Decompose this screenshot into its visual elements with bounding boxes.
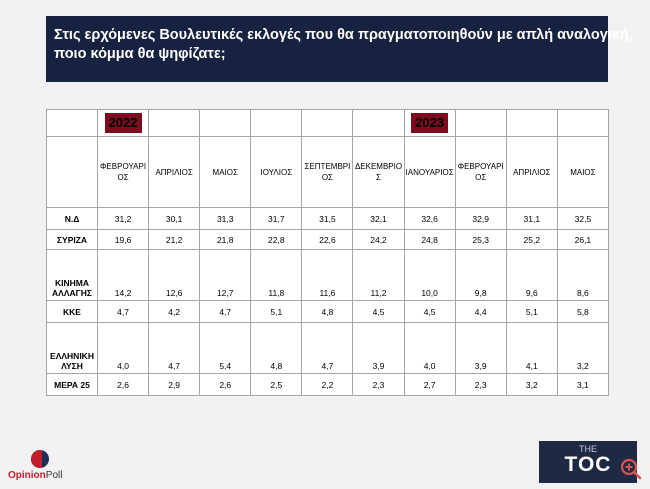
value-cell: 25,2 bbox=[506, 230, 557, 250]
table-row-kinima-allagis bbox=[47, 250, 609, 301]
value-cell: 14,2 bbox=[98, 250, 149, 301]
value-cell: 12,7 bbox=[200, 250, 251, 301]
year-cell bbox=[557, 110, 608, 137]
corner-cell bbox=[47, 110, 98, 137]
value-cell: 30,1 bbox=[149, 208, 200, 230]
month-header: ΙΟΥΛΙΟΣ bbox=[251, 137, 302, 208]
party-label: ΚΚΕ bbox=[47, 301, 98, 323]
value-cell: 11,2 bbox=[353, 250, 404, 301]
value-cell: 5,1 bbox=[506, 301, 557, 323]
value-cell: 2,6 bbox=[200, 374, 251, 396]
value-cell: 4,0 bbox=[98, 323, 149, 374]
year-cell bbox=[149, 110, 200, 137]
value-cell: 2,5 bbox=[251, 374, 302, 396]
value-cell: 11,6 bbox=[302, 250, 353, 301]
value-cell: 12,6 bbox=[149, 250, 200, 301]
value-cell: 4,2 bbox=[149, 301, 200, 323]
value-cell: 4,7 bbox=[200, 301, 251, 323]
value-cell: 31,5 bbox=[302, 208, 353, 230]
question-line-2: ποιο κόμμα θα ψηφίζατε; bbox=[54, 46, 226, 62]
value-cell: 32,9 bbox=[455, 208, 506, 230]
value-cell: 22,6 bbox=[302, 230, 353, 250]
zoom-in-icon[interactable] bbox=[620, 458, 642, 480]
value-cell: 4,8 bbox=[251, 323, 302, 374]
month-header: ΑΠΡΙΛΙΟΣ bbox=[506, 137, 557, 208]
year-cell bbox=[251, 110, 302, 137]
table-row-nd bbox=[47, 208, 609, 230]
value-cell: 32,5 bbox=[557, 208, 608, 230]
opinion-poll-logo-mark bbox=[31, 450, 49, 468]
month-header: ΜΑΙΟΣ bbox=[557, 137, 608, 208]
value-cell: 21,8 bbox=[200, 230, 251, 250]
table-row-mera25 bbox=[47, 374, 609, 396]
value-cell: 8,6 bbox=[557, 250, 608, 301]
value-cell: 4,5 bbox=[404, 301, 455, 323]
value-cell: 10,0 bbox=[404, 250, 455, 301]
party-label: Ν.Δ bbox=[47, 208, 98, 230]
value-cell: 4,4 bbox=[455, 301, 506, 323]
value-cell: 5,4 bbox=[200, 323, 251, 374]
party-label: ΜΕΡΑ 25 bbox=[47, 374, 98, 396]
value-cell: 4,0 bbox=[404, 323, 455, 374]
month-header: ΜΑΙΟΣ bbox=[200, 137, 251, 208]
value-cell: 22,8 bbox=[251, 230, 302, 250]
value-cell: 2,9 bbox=[149, 374, 200, 396]
month-header: ΦΕΒΡΟΥΑΡΙ ΟΣ bbox=[98, 137, 149, 208]
value-cell: 3,2 bbox=[506, 374, 557, 396]
question-line-1: Στις ερχόμενες Βουλευτικές εκλογές που θα πραγματοποιηθούν με απλή αναλογική, bbox=[54, 27, 633, 43]
table-row-elliniki-lysi bbox=[47, 323, 609, 374]
party-label: ΚΙΝΗΜΑ ΑΛΛΑΓΗΣ bbox=[47, 250, 98, 301]
value-cell: 2,7 bbox=[404, 374, 455, 396]
value-cell: 2,3 bbox=[353, 374, 404, 396]
year-cell bbox=[506, 110, 557, 137]
question-header bbox=[46, 16, 633, 82]
value-cell: 31,3 bbox=[200, 208, 251, 230]
year-cell bbox=[302, 110, 353, 137]
year-row bbox=[47, 110, 609, 137]
value-cell: 3,2 bbox=[557, 323, 608, 374]
value-cell: 11,8 bbox=[251, 250, 302, 301]
value-cell: 21,2 bbox=[149, 230, 200, 250]
month-row bbox=[47, 137, 609, 208]
year-cell bbox=[200, 110, 251, 137]
the-toc-logo-small: THE bbox=[579, 444, 597, 454]
year-cell bbox=[98, 110, 149, 137]
value-cell: 31,1 bbox=[506, 208, 557, 230]
opinion-poll-logo-text: OpinionPoll bbox=[8, 470, 63, 481]
value-cell: 5,8 bbox=[557, 301, 608, 323]
the-toc-logo-main: TOC bbox=[564, 453, 612, 476]
value-cell: 32,1 bbox=[353, 208, 404, 230]
value-cell: 2,2 bbox=[302, 374, 353, 396]
year-cell bbox=[404, 110, 455, 137]
value-cell: 3,9 bbox=[455, 323, 506, 374]
year-cell bbox=[455, 110, 506, 137]
table-row-kke bbox=[47, 301, 609, 323]
value-cell: 4,7 bbox=[98, 301, 149, 323]
value-cell: 2,6 bbox=[98, 374, 149, 396]
value-cell: 4,7 bbox=[302, 323, 353, 374]
value-cell: 3,9 bbox=[353, 323, 404, 374]
year-cell bbox=[353, 110, 404, 137]
year-label: 2022 bbox=[105, 113, 142, 133]
party-label: ΕΛΛΗΝΙΚΗ ΛΥΣΗ bbox=[47, 323, 98, 374]
value-cell: 26,1 bbox=[557, 230, 608, 250]
poll-table bbox=[46, 109, 609, 396]
value-cell: 24,8 bbox=[404, 230, 455, 250]
value-cell: 5,1 bbox=[251, 301, 302, 323]
value-cell: 31,7 bbox=[251, 208, 302, 230]
value-cell: 2,3 bbox=[455, 374, 506, 396]
month-header: ΣΕΠΤΕΜΒΡΙ ΟΣ bbox=[302, 137, 353, 208]
value-cell: 19,6 bbox=[98, 230, 149, 250]
value-cell: 9,8 bbox=[455, 250, 506, 301]
month-header: ΙΑΝΟΥΑΡΙΟΣ bbox=[404, 137, 455, 208]
value-cell: 9,6 bbox=[506, 250, 557, 301]
table-row-syriza bbox=[47, 230, 609, 250]
value-cell: 32,6 bbox=[404, 208, 455, 230]
month-header: ΔΕΚΕΜΒΡΙΟ Σ bbox=[353, 137, 404, 208]
value-cell: 24,2 bbox=[353, 230, 404, 250]
corner-cell bbox=[47, 137, 98, 208]
value-cell: 3,1 bbox=[557, 374, 608, 396]
month-header: ΑΠΡΙΛΙΟΣ bbox=[149, 137, 200, 208]
party-label: ΣΥΡΙΖΑ bbox=[47, 230, 98, 250]
value-cell: 25,3 bbox=[455, 230, 506, 250]
value-cell: 4,5 bbox=[353, 301, 404, 323]
month-header: ΦΕΒΡΟΥΑΡΙ ΟΣ bbox=[455, 137, 506, 208]
opinion-poll-logo bbox=[8, 450, 78, 486]
year-label: 2023 bbox=[411, 113, 448, 133]
value-cell: 4,7 bbox=[149, 323, 200, 374]
value-cell: 31,2 bbox=[98, 208, 149, 230]
value-cell: 4,1 bbox=[506, 323, 557, 374]
value-cell: 4,8 bbox=[302, 301, 353, 323]
